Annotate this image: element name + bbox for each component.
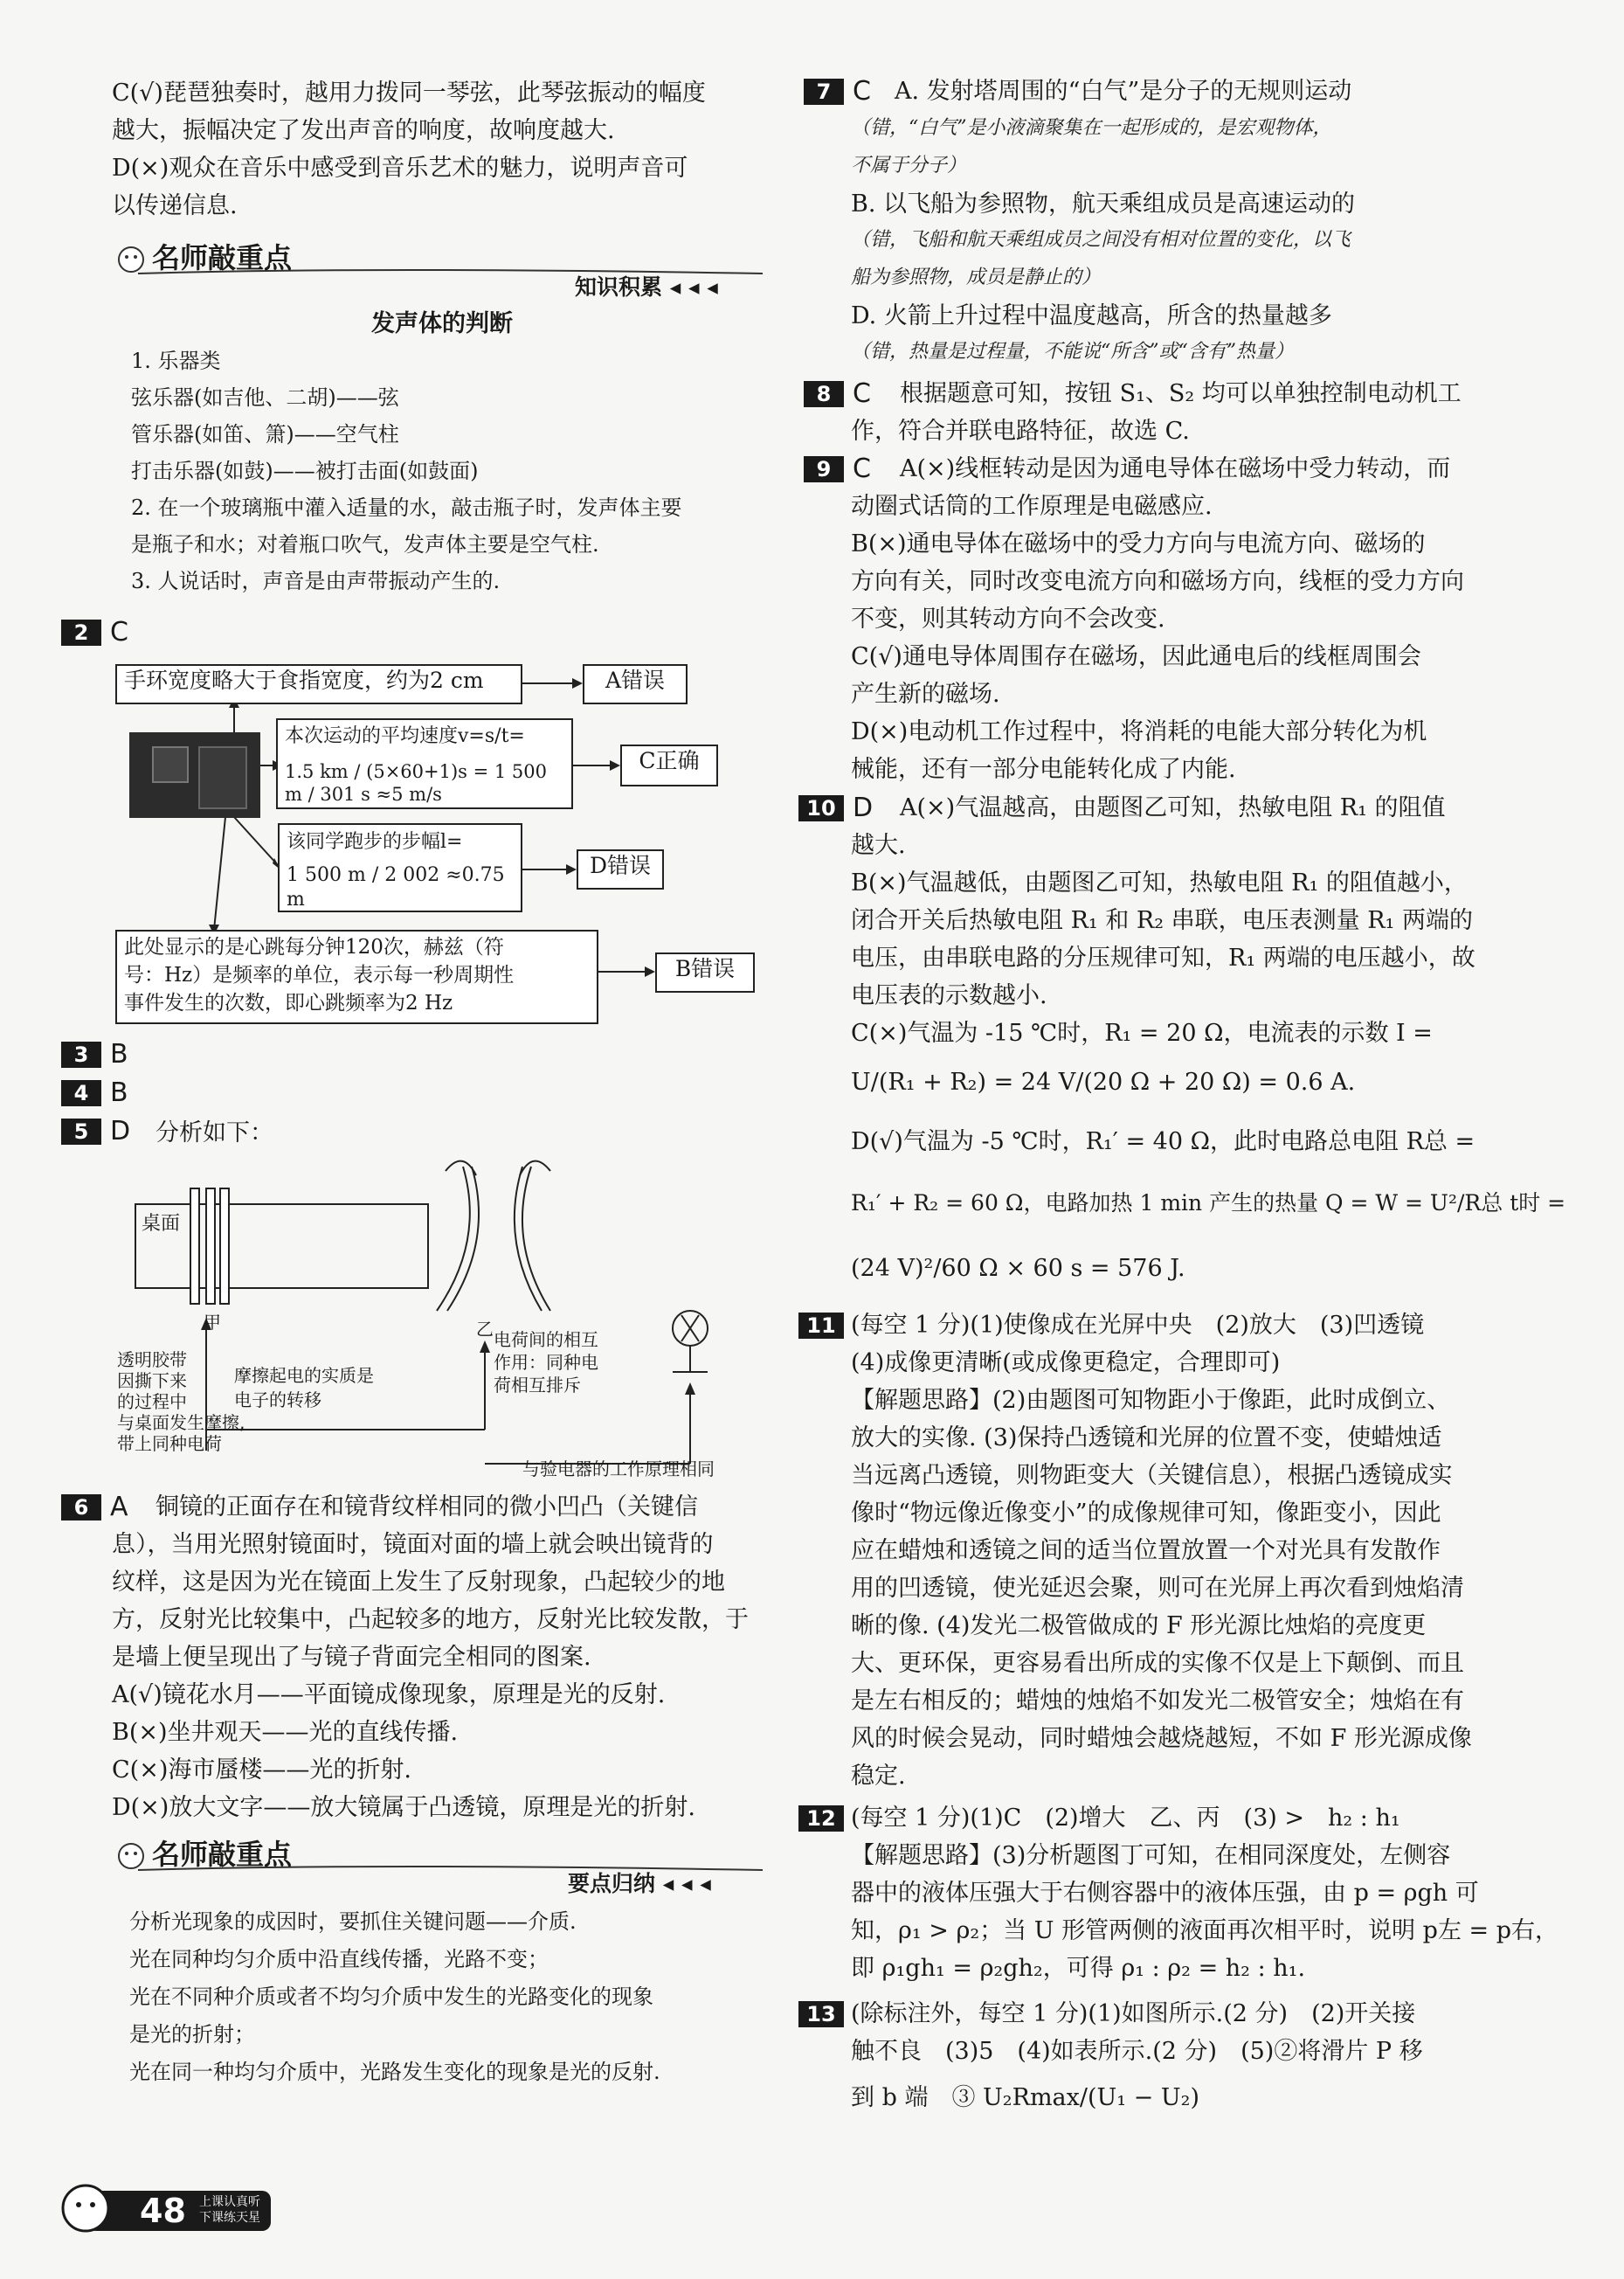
q10-line: C(×)气温为 -15 ℃时，R₁ = 20 Ω，电流表的示数 I = (851, 1020, 1433, 1047)
q10-formula: (24 V)²/60 Ω × 60 s = 576 J. (851, 1255, 1185, 1282)
footer-slogan (199, 2194, 260, 2226)
s1-line: 是瓶子和水；对着瓶口吹气，发声体主要是空气柱. (131, 532, 599, 557)
q7-note: （错，“白气”是小液滴聚集在一起形成的，是宏观物体， (851, 117, 1332, 139)
q5-diagram (0, 0, 786, 1486)
section1-title: 名师敲重点 (152, 241, 293, 274)
q2-speed-line2: 1.5 km / (5×60+1)s = 1 500 m / 301 s ≈5 m/s (285, 761, 547, 805)
q5-note3 (494, 1328, 598, 1396)
s1-line: 2. 在一个玻璃瓶中灌入适量的水，敲击瓶子时，发声体主要 (131, 495, 682, 520)
q6-line: A(√)镜花水月——平面镜成像现象，原理是光的反射. (112, 1681, 666, 1708)
q10-formula: R₁′ + R₂ = 60 Ω，电路加热 1 min 产生的热量 Q = W = U²/R总 t时 = (851, 1190, 1566, 1216)
q5-note3-line: 作用：同种电 (494, 1352, 598, 1373)
q13-line: (除标注外，每空 1 分)(1)如图所示.(2 分) (2)开关接 (851, 2000, 1416, 2027)
q4-number: 4 (61, 1080, 101, 1106)
q12-line: 【解题思路】(3)分析题图丁可知，在相同深度处，左侧容 (851, 1842, 1451, 1869)
q11-line: 应在蜡烛和透镜之间的适当位置放置一个对光具有发散作 (851, 1537, 1441, 1564)
q9-line: 不变，则其转动方向不会改变. (851, 606, 1165, 633)
q9-line: D(×)电动机工作过程中，将消耗的电能大部分转化为机 (851, 718, 1427, 745)
q11-line: (4)成像更清晰(或成像更稳定，合理即可) (851, 1349, 1281, 1376)
q10-line: B(×)气温越低，由题图乙可知，热敏电阻 R₁ 的阻值越小， (851, 869, 1468, 897)
q11-line: 风的时候会晃动，同时蜡烛会越烧越短，不如 F 形光源成像 (851, 1725, 1472, 1752)
q2-stride-line2: 1 500 m / 2 002 ≈0.75 m (287, 864, 505, 911)
q9-line: 方向有关，同时改变电流方向和磁场方向，线框的受力方向 (851, 568, 1464, 595)
q9-line: 械能，还有一部分电能转化成了内能. (851, 756, 1236, 783)
q2-result-c: C正确 (620, 745, 718, 786)
q9-line: B(×)通电导体在磁场中的受力方向与电流方向、磁场的 (851, 530, 1426, 558)
q7-note: （错，飞船和航天乘组成员之间没有相对位置的变化，以飞 (851, 229, 1351, 251)
q10-line: 越大. (851, 832, 906, 859)
q5-note1 (117, 1349, 245, 1454)
q12-line: (每空 1 分)(1)C (2)增大 乙、丙 (3) > h₂ : h₁ (851, 1804, 1400, 1832)
q11-line: 用的凹透镜，使光延迟会聚，则可在光屏上再次看到烛焰清 (851, 1575, 1464, 1602)
q2-number: 2 (61, 620, 101, 646)
q12-line: 器中的液体压强大于右侧容器中的液体压强，由 p = ρgh 可 (851, 1880, 1479, 1907)
q5-note1-line: 带上同种电荷 (117, 1433, 222, 1454)
q11-line: 当远离凸透镜，则物距变大（关键信息），根据凸透镜成实 (851, 1462, 1453, 1489)
q5-note3-line: 电荷间的相互 (494, 1329, 598, 1350)
q2-stride-line1: 该同学跑步的步幅l= (287, 831, 463, 853)
q12-line: 即 ρ₁gh₁ = ρ₂gh₂，可得 ρ₁ : ρ₂ = h₂ : h₁. (851, 1955, 1306, 1982)
q2-result-a: A错误 (583, 664, 688, 704)
q12-number: 12 (798, 1805, 844, 1832)
q7-note: 不属于分子） (851, 155, 967, 177)
q6-line: D(×)放大文字——放大镜属于凸透镜，原理是光的折射. (112, 1794, 695, 1821)
q3-number: 3 (61, 1042, 101, 1068)
page-footer (52, 2172, 280, 2241)
q5-desk-label: 桌面 (142, 1213, 181, 1235)
section1-tag: 知识积累 ◂ ◂ ◂ (575, 274, 718, 300)
q7-number: 7 (804, 79, 844, 105)
q2-box-width: 手环宽度略大于食指宽度，约为2 cm (115, 664, 522, 704)
q6-line: C(×)海市蜃楼——光的折射. (112, 1756, 411, 1784)
q5-note2-line: 摩擦起电的实质是 (234, 1365, 374, 1386)
q11-line: 晰的像. (4)发光二极管做成的 F 形光源比烛焰的亮度更 (851, 1612, 1427, 1639)
s2-line: 光在同种均匀介质中沿直线传播，光路不变； (129, 1947, 549, 1971)
q9-number: 9 (804, 456, 844, 482)
q5-number: 5 (61, 1119, 101, 1145)
q11-line: 【解题思路】(2)由题图可知物距小于像距，此时成倒立、 (851, 1387, 1451, 1414)
q5-text: 分析如下： (155, 1119, 273, 1146)
q11-line: 大、更环保，更容易看出所成的实像不仅是上下颠倒、而且 (851, 1650, 1464, 1677)
q13-line: 到 b 端 ③ U₂Rmax/(U₁ − U₂) (851, 2084, 1199, 2111)
s1-line: 管乐器(如笛、箫)——空气柱 (131, 422, 399, 447)
q9-line: 动圈式话筒的工作原理是电磁感应. (851, 493, 1213, 520)
q10-line: A(×)气温越高，由题图乙可知，热敏电阻 R₁ 的阻值 (900, 794, 1446, 821)
footer-slogan-line: 下课练天星 (199, 2211, 260, 2225)
q1-option-d-cont: 以传递信息. (112, 192, 238, 219)
q2-result-d: D错误 (577, 849, 664, 890)
q5-jia-label: 甲 (204, 1312, 221, 1333)
q6-line: 是墙上便呈现出了与镜子背面完全相同的图案. (112, 1644, 591, 1671)
q10-line: 电压，由串联电路的分压规律可知，R₁ 两端的电压越小，故 (851, 945, 1475, 972)
q2-result-b: B错误 (655, 952, 755, 993)
s2-line: 光在同一种均匀介质中，光路发生变化的现象是光的反射. (129, 2060, 660, 2084)
q7-line: D. 火箭上升过程中温度越高，所含的热量越多 (851, 302, 1332, 329)
q11-line: 稳定. (851, 1763, 906, 1790)
q10-line: 闭合开关后热敏电阻 R₁ 和 R₂ 串联，电压表测量 R₁ 两端的 (851, 907, 1473, 934)
q10-line: 电压表的示数越小. (851, 982, 1047, 1009)
s1-line: 打击乐器(如鼓)——被打击面(如鼓面) (131, 459, 479, 483)
q8-line: 作，符合并联电路特征，故选 C. (851, 418, 1190, 445)
q8-answer: C (853, 378, 871, 409)
s2-line: 分析光现象的成因时，要抓住关键问题——介质. (129, 1909, 577, 1934)
q6-line: 纹样，这是因为光在镜面上发生了反射现象，凸起较少的地 (112, 1569, 725, 1596)
page-number: 48 (140, 2192, 186, 2230)
footer-slogan-line: 上课认真听 (199, 2195, 260, 2209)
q5-note1-line: 与桌面发生摩擦, (117, 1412, 245, 1433)
q1-option-c-cont: 越大，振幅决定了发出声音的响度，故响度越大. (112, 117, 615, 144)
q9-answer: C (853, 454, 871, 484)
q6-line: 息），当用光照射镜面时，镜面对面的墙上就会映出镜背的 (112, 1531, 714, 1558)
q6-line: B(×)坐井观天——光的直线传播. (112, 1719, 459, 1746)
q10-answer: D (853, 793, 874, 823)
section2-title: 名师敲重点 (152, 1838, 293, 1871)
q2-heart-line3: 事件发生的次数，即心跳频率为2 Hz (124, 992, 453, 1015)
q12-line: 知，ρ₁ > ρ₂；当 U 形管两侧的液面再次相平时，说明 p左 = p右， (851, 1917, 1559, 1944)
q7-line: B. 以飞船为参照物，航天乘组成员是高速运动的 (851, 190, 1356, 218)
q2-speed-line1: 本次运动的平均速度v=s/t= (285, 725, 525, 747)
s1-line: 3. 人说话时，声音是由声带振动产生的. (131, 569, 501, 593)
q5-note1-line: 的过程中 (117, 1391, 187, 1412)
q9-line: C(√)通电导体周围存在磁场，因此通电后的线框周围会 (851, 643, 1421, 670)
q8-line: 根据题意可知，按钮 S₁、S₂ 均可以单独控制电动机工 (900, 380, 1462, 407)
q8-number: 8 (804, 381, 844, 407)
q7-note: （错，热量是过程量，不能说“所含”或“含有”热量） (851, 341, 1294, 363)
q4-answer: B (110, 1077, 128, 1108)
q5-note2-line: 电子的转移 (234, 1389, 321, 1410)
q5-note2 (234, 1363, 374, 1412)
q6-answer: A (110, 1492, 128, 1522)
q6-line: 铜镜的正面存在和镜背纹样相同的微小凹凸（关键信 (155, 1493, 698, 1520)
q7-line: A. 发射塔周围的“白气”是分子的无规则运动 (895, 78, 1352, 105)
q11-line: 放大的实像. (3)保持凸透镜和光屏的位置不变，使蜡烛适 (851, 1424, 1442, 1451)
section1-heading: 发声体的判断 (371, 310, 513, 337)
q6-line: 方，反射光比较集中，凸起较多的地方，反射光比较发散，于 (112, 1606, 749, 1633)
q7-note: 船为参照物，成员是静止的） (851, 267, 1102, 288)
q5-note3-line: 荷相互排斥 (494, 1375, 581, 1396)
q2-answer: C (110, 617, 128, 648)
q11-line: 像时“物远像近像变小”的成像规律可知，像距变小，因此 (851, 1500, 1441, 1527)
q13-number: 13 (798, 2001, 844, 2027)
s2-line: 光在不同种介质或者不均匀介质中发生的光路变化的现象 (129, 1985, 653, 2009)
q5-answer: D (110, 1116, 131, 1146)
q1-option-c: C(√)琵琶独奏时，越用力拨同一琴弦，此琴弦振动的幅度 (112, 80, 706, 107)
section2-tag: 要点归纳 ◂ ◂ ◂ (568, 1871, 711, 1896)
q7-answer: C (853, 76, 871, 107)
q10-formula: U/(R₁ + R₂) = 24 V/(20 Ω + 20 Ω) = 0.6 A. (851, 1069, 1356, 1096)
q6-number: 6 (61, 1494, 101, 1520)
q5-note1-line: 透明胶带 (117, 1349, 187, 1370)
s2-line: 是光的折射； (129, 2022, 255, 2047)
s1-line: 弦乐器(如吉他、二胡)——弦 (131, 385, 399, 410)
q2-heart-line1: 此处显示的是心跳每分钟120次，赫兹（符 (124, 936, 504, 959)
q2-heart-line2: 号：Hz）是频率的单位，表示每一秒周期性 (124, 964, 515, 987)
q9-line: 产生新的磁场. (851, 681, 1000, 708)
q1-option-d: D(×)观众在音乐中感受到音乐艺术的魅力，说明声音可 (112, 155, 688, 182)
q9-line: A(×)线框转动是因为通电导体在磁场中受力转动，而 (900, 455, 1451, 482)
s1-line: 1. 乐器类 (131, 349, 221, 373)
q3-answer: B (110, 1039, 128, 1070)
q11-line: 是左右相反的；蜡烛的烛焰不如发光二极管安全；烛焰在有 (851, 1687, 1464, 1714)
q5-yi-label: 乙 (476, 1319, 494, 1340)
q10-number: 10 (798, 795, 844, 821)
q13-line: 触不良 (3)5 (4)如表所示.(2 分) (5)②将滑片 P 移 (851, 2038, 1423, 2065)
q5-note4: 与验电器的工作原理相同 (522, 1458, 715, 1479)
q10-line: D(√)气温为 -5 ℃时，R₁′ = 40 Ω，此时电路总电阻 R总 = (851, 1128, 1475, 1155)
q11-number: 11 (798, 1313, 844, 1339)
q11-line: (每空 1 分)(1)使像成在光屏中央 (2)放大 (3)凹透镜 (851, 1312, 1425, 1339)
q5-note1-line: 因撕下来 (117, 1370, 187, 1391)
